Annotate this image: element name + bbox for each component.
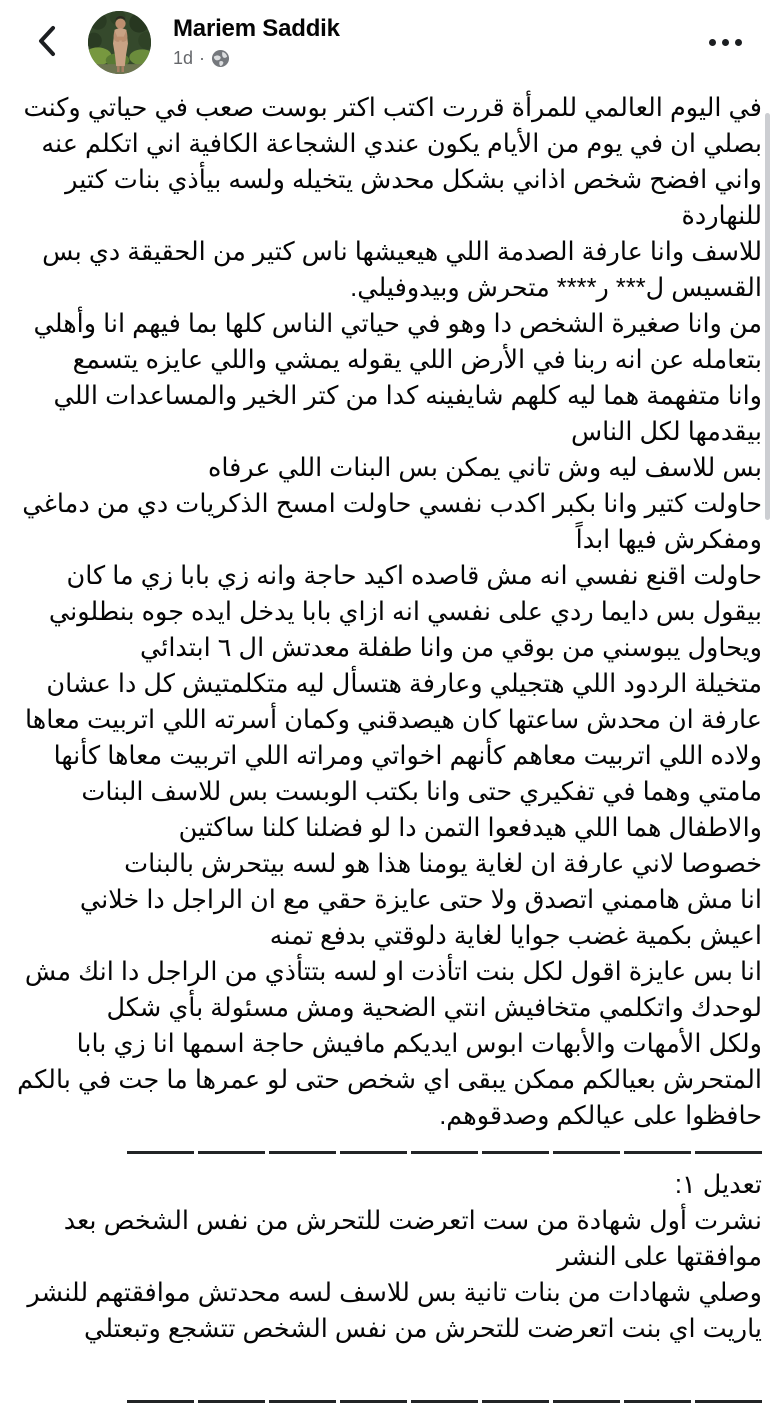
back-button[interactable] bbox=[30, 22, 64, 62]
post-content bbox=[0, 76, 772, 1416]
scrollbar-thumb[interactable] bbox=[765, 113, 770, 520]
post-paragraph: انا مش هاممني اتصدق ولا حتى عايزة حقي مع ان الراجل دا خلاني اعيش بكمية غضب جوايا لغاية دلوقتي بدفع تمنه bbox=[79, 886, 762, 950]
globe-public-icon bbox=[211, 49, 230, 68]
post-paragraph: وصلي شهادات من بنات تانية بس للاسف لسه محدتش موافقتهم للنشر bbox=[27, 1279, 762, 1307]
post-paragraph: متخيلة الردود اللي هتجيلي وعارفة هتسأل ليه متكلمتيش كل دا عشان عارفة ان محدش ساعتها كان هيصدقني وكمان أسرته اللي اتربيت معاها ولاده اللي اتربيت معاهم كأنهم اخواتي ومراته اللي اتربيت معاها كأنها مامتي وهما في تفكيري حتى وانا بكتب الوبست بس للاسف البنات والاطفال هما اللي هيدفعوا التمن دا لو فضلنا كلنا ساكتين bbox=[25, 670, 762, 842]
blank-line bbox=[16, 1347, 762, 1383]
meta-separator: · bbox=[199, 47, 206, 68]
post-paragraph: في اليوم العالمي للمرأة قررت اكتب اكتر بوست صعب في حياتي وكنت بصلي ان في يوم من الأيام يكون عندي الشجاعة الكافية اني اتكلم عنه واني افضح شخص اذاني بشكل محدش يتخيله ولسه بيأذي بنات كتير للنهاردة bbox=[23, 94, 762, 230]
post-header bbox=[0, 0, 772, 76]
avatar[interactable] bbox=[88, 11, 151, 74]
author-name[interactable]: Mariem Saddik bbox=[173, 15, 340, 43]
post-paragraph: تعديل ١: bbox=[674, 1171, 762, 1199]
chevron-left-icon bbox=[35, 24, 59, 61]
post-paragraph: حاولت كتير وانا بكبر اكدب نفسي حاولت امسح الذكريات دي من دماغي ومفكرش فيها ابداً bbox=[22, 490, 762, 554]
post-paragraph: ياريت اي بنت اتعرضت للتحرش من نفس الشخص تتشجع وتبعتلي bbox=[83, 1315, 762, 1343]
author-block bbox=[173, 15, 340, 69]
post-paragraph: حافظوا على عيالكم وصدقوهم. bbox=[439, 1102, 762, 1130]
post-paragraph: من وانا صغيرة الشخص دا وهو في حياتي الناس كلها بما فيهم انا وأهلي بتعامله عن انه ربنا في الأرض اللي يقوله يمشي واللي عايزه يتسمع bbox=[33, 310, 762, 374]
dashed-divider bbox=[16, 1134, 762, 1167]
timestamp: 1d bbox=[173, 47, 194, 68]
post-paragraph: بس للاسف ليه وش تاني يمكن بس البنات اللي عرفاه bbox=[207, 454, 762, 482]
more-options-button[interactable] bbox=[707, 33, 744, 52]
post-meta bbox=[173, 48, 340, 69]
post-paragraph: نشرت أول شهادة من ست اتعرضت للتحرش من نفس الشخص بعد موافقتها على النشر bbox=[63, 1207, 762, 1271]
post-paragraph: وانا متفهمة هما ليه كلهم شايفينه كدا من كتر الخير والمساعدات اللي بيقدمها لكل الناس bbox=[53, 382, 762, 446]
post-paragraph: للاسف وانا عارفة الصدمة اللي هيعيشها ناس كتير من الحقيقة دي بس القسيس ل*** ر**** متحرش وبيدوفيلي. bbox=[42, 238, 762, 302]
post-paragraph: ولكل الأمهات والأبهات ابوس ايديكم مافيش حاجة اسمها انا زي بابا المتحرش بعيالكم ممكن يبقى اي شخص حتى لو عمرها ما جت في بالكم bbox=[17, 1030, 762, 1094]
post-paragraph: خصوصا لاني عارفة ان لغاية يومنا هذا هو لسه بيتحرش بالبنات bbox=[124, 850, 762, 878]
ellipsis-horizontal-icon bbox=[709, 39, 742, 46]
post-paragraph: انا بس عايزة اقول لكل بنت اتأذت او لسه بتتأذي من الراجل دا انك مش لوحدك واتكلمي متخافيش انتي الضحية ومش مسئولة بأي شكل bbox=[24, 958, 762, 1022]
post-paragraph: حاولت اقنع نفسي انه مش قاصده اكيد حاجة وانه زي بابا زي ما كان بيقول بس دايما ردي على نفسي انه ازاي بابا يدخل ايده جوه بنطلوني ويحاول يبوسني من بوقي من وانا طفلة معدتش ال ٦ ابتدائي bbox=[48, 562, 762, 662]
